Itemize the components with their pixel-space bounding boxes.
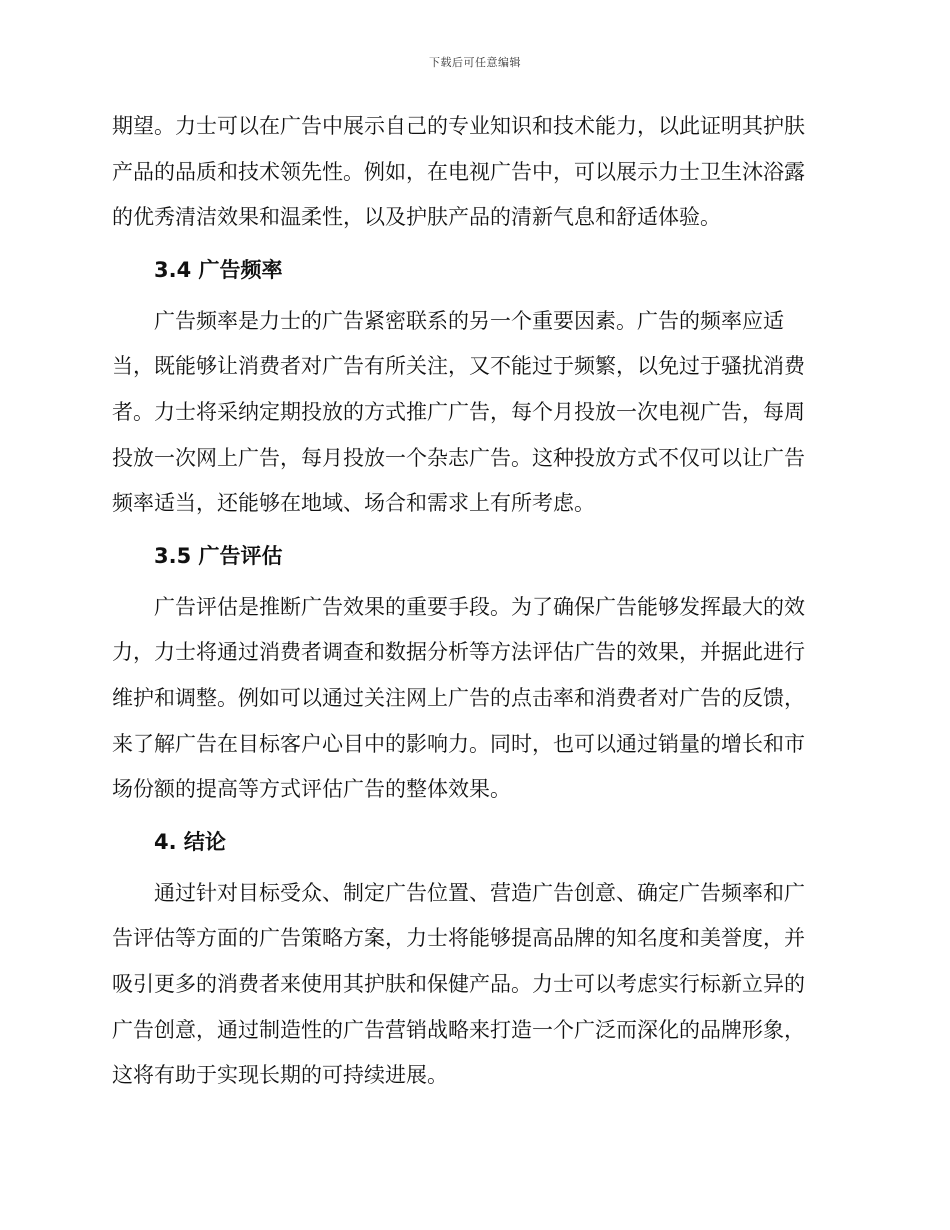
paragraph-line: 通过针对目标受众、制定广告位置、营造广告创意、确定广告频率和广 bbox=[154, 880, 805, 905]
section-heading-ad-frequency: 3.4 广告频率 bbox=[154, 257, 283, 282]
paragraph-line: 的优秀清洁效果和温柔性，以及护肤产品的清新气息和舒适体验。 bbox=[112, 205, 721, 230]
paragraph-line: 维护和调整。例如可以通过关注网上广告的点击率和消费者对广告的反馈， bbox=[112, 685, 805, 710]
paragraph-line: 场份额的提高等方式评估广告的整体效果。 bbox=[112, 777, 511, 802]
paragraph-line: 频率适当，还能够在地域、场合和需求上有所考虑。 bbox=[112, 491, 595, 516]
paragraph-line: 期望。力士可以在广告中展示自己的专业知识和技术能力，以此证明其护肤 bbox=[112, 114, 805, 138]
paragraph-line: 来了解广告在目标客户心目中的影响力。同时，也可以通过销量的增长和市 bbox=[112, 731, 805, 756]
paragraph-line: 吸引更多的消费者来使用其护肤和保健产品。力士可以考虑实行标新立异的 bbox=[112, 971, 805, 996]
paragraph-ad-frequency bbox=[112, 299, 834, 527]
page-header: 下载后可任意编辑 bbox=[429, 56, 521, 69]
paragraph-line: 广告创意，通过制造性的广告营销战略来打造一个广泛而深化的品牌形象， bbox=[112, 1017, 805, 1042]
paragraph-line: 力，力士将通过消费者调查和数据分析等方法评估广告的效果，并据此进行 bbox=[112, 640, 805, 665]
paragraph-conclusion bbox=[112, 871, 834, 1099]
paragraph-line: 告评估等方面的广告策略方案，力士将能够提高品牌的知名度和美誉度，并 bbox=[112, 926, 805, 951]
section-heading-ad-evaluation: 3.5 广告评估 bbox=[154, 543, 283, 568]
paragraph-line: 投放一次网上广告，每月投放一个杂志广告。这种投放方式不仅可以让广告 bbox=[112, 445, 805, 470]
paragraph-line: 者。力士将采纳定期投放的方式推广广告，每个月投放一次电视广告，每周 bbox=[112, 399, 805, 424]
paragraph-line: 广告评估是推断广告效果的重要手段。为了确保广告能够发挥最大的效 bbox=[154, 594, 805, 619]
paragraph-line: 广告频率是力士的广告紧密联系的另一个重要因素。广告的频率应适 bbox=[154, 308, 784, 333]
paragraph-line: 当，既能够让消费者对广告有所关注，又不能过于频繁，以免过于骚扰消费 bbox=[112, 354, 805, 379]
paragraph-ad-evaluation bbox=[112, 585, 834, 813]
section-heading-conclusion: 4. 结论 bbox=[154, 829, 226, 854]
intro-paragraph bbox=[112, 104, 834, 241]
paragraph-line: 这将有助于实现长期的可持续进展。 bbox=[112, 1063, 448, 1088]
document-body bbox=[112, 104, 834, 1099]
paragraph-line: 产品的品质和技术领先性。例如，在电视广告中，可以展示力士卫生沐浴露 bbox=[112, 159, 805, 184]
